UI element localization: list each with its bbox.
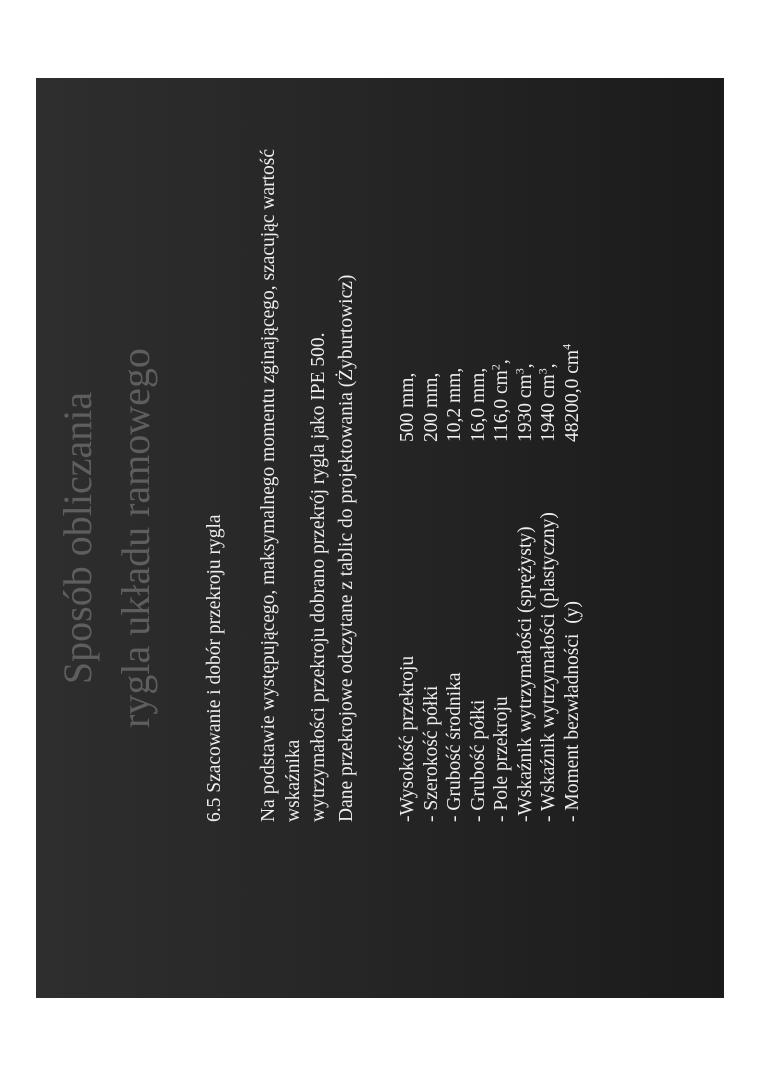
property-row bbox=[396, 222, 420, 822]
property-row bbox=[467, 222, 491, 822]
slide-title-line1: Sposób obliczania bbox=[55, 391, 100, 685]
property-row bbox=[561, 222, 585, 822]
property-value: 500 mm, bbox=[397, 372, 418, 442]
property-row bbox=[514, 222, 538, 822]
property-label: -Wysokość przekroju bbox=[397, 655, 418, 822]
property-value: 1930 $cm^3$, bbox=[512, 363, 536, 442]
property-label: - Grubość środnika bbox=[444, 672, 465, 822]
property-label: -Wskaźnik wytrzymałości (sprężysty) bbox=[514, 526, 536, 822]
property-row bbox=[443, 222, 467, 822]
section-properties-list bbox=[396, 222, 584, 822]
property-row bbox=[490, 222, 514, 822]
property-row bbox=[420, 222, 444, 822]
intro-line1: Na podstawie występującego, maksymalnego momentu zginającego, szacując wartość wskaźnika bbox=[258, 148, 304, 822]
section-heading: 6.5 Szacowanie i dobór przekroju rygla bbox=[204, 514, 225, 822]
property-label: - Pole przekroju bbox=[491, 696, 512, 822]
property-value: 200 mm, bbox=[420, 372, 442, 442]
intro-line2: wytrzymałości przekroju dobrano przekrój rygla jako IPE 500. bbox=[308, 332, 329, 822]
property-value: 116,0 $cm^2$, bbox=[488, 359, 512, 442]
property-value: 10,2 mm, bbox=[444, 367, 465, 442]
table-caption: Dane przekrojowe odczytane z tablic do projektowania (Żyburtowicz) bbox=[336, 274, 357, 822]
property-label: - Moment bezwładności (y) bbox=[561, 601, 583, 822]
property-label: - Szerokość półki bbox=[420, 685, 442, 822]
property-value: 16,0 mm, bbox=[467, 367, 489, 442]
intro-paragraph bbox=[256, 82, 331, 822]
property-label: - Grubość półki bbox=[467, 699, 489, 822]
property-value: 1940 $cm^3$, bbox=[535, 363, 559, 442]
slide-frame bbox=[36, 78, 724, 998]
slide-title-line2: rygla układu ramowego bbox=[113, 348, 158, 728]
slide-content bbox=[36, 78, 724, 998]
property-label: - Wskaźnik wytrzymałości (plastyczny) bbox=[538, 512, 559, 822]
property-row bbox=[537, 222, 561, 822]
property-value: 48200,0 $cm^4$ bbox=[559, 343, 583, 442]
